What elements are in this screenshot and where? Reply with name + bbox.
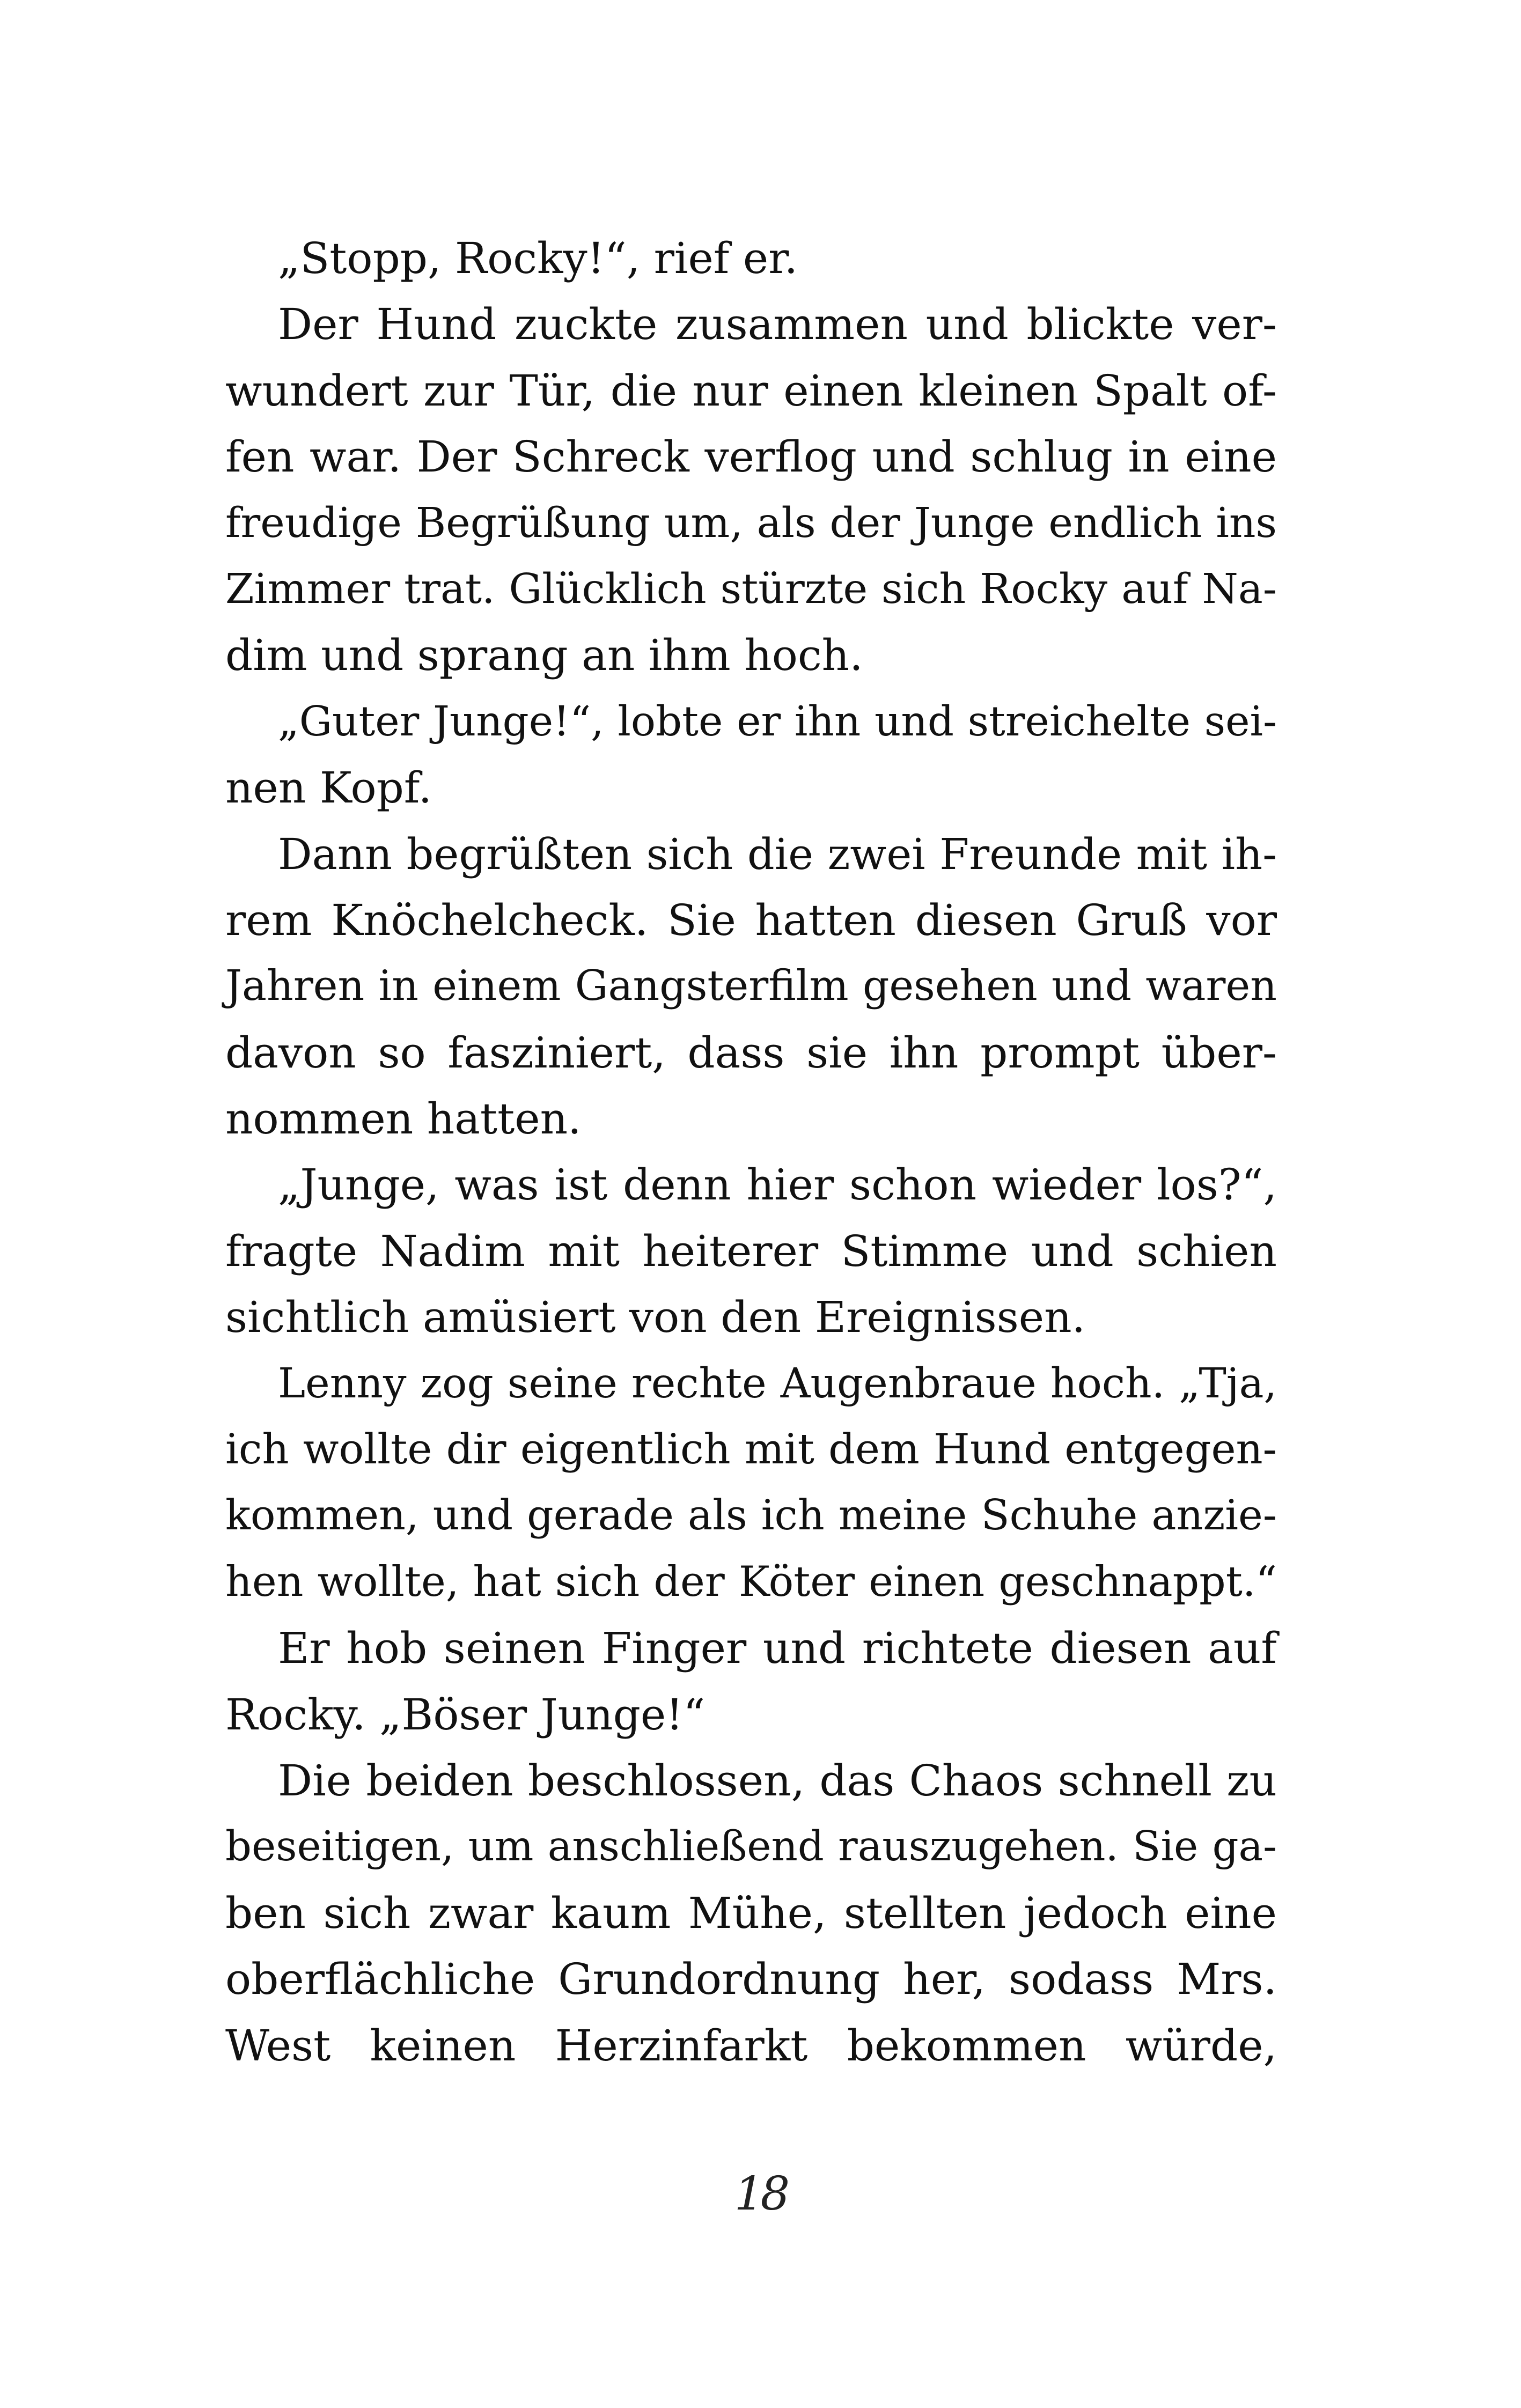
text-line: kommen, und gerade als ich meine Schuhe anzie- <box>225 1491 1277 1540</box>
text-line: hen wollte, hat sich der Köter einen geschnappt.“ <box>225 1557 1277 1606</box>
text-line: davon so fasziniert, dass sie ihn prompt über- <box>225 1027 1277 1078</box>
text-line: dim und sprang an ihm hoch. <box>225 630 863 681</box>
text-line: rem Knöchelcheck. Sie hatten diesen Gruß vor <box>225 895 1277 945</box>
text-line: fragte Nadim mit heiterer Stimme und schien <box>225 1226 1277 1276</box>
text-line: Dann begrüßten sich die zwei Freunde mit ih- <box>278 829 1277 879</box>
text-line: „Junge, was ist denn hier schon wieder los?“, <box>278 1160 1277 1210</box>
text-line: Lenny zog seine rechte Augenbraue hoch. „Tja, <box>278 1359 1277 1408</box>
text-line: beseitigen, um anschließend rauszugehen. Sie ga- <box>225 1823 1277 1871</box>
text-line: West keinen Herzinfarkt bekommen würde, <box>225 2020 1277 2071</box>
text-line: wundert zur Tür, die nur einen kleinen Spalt of- <box>225 365 1277 416</box>
text-line: sichtlich amüsiert von den Ereignissen. <box>225 1292 1086 1343</box>
page-number: 18 <box>734 2167 787 2221</box>
text-line: Der Hund zuckte zusammen und blickte ver- <box>278 299 1277 350</box>
text-line: nommen hatten. <box>225 1094 582 1144</box>
text-line: Zimmer trat. Glücklich stürzte sich Rocky auf Na- <box>225 564 1277 613</box>
text-line: oberflächliche Grundordnung her, sodass Mrs. <box>225 1954 1277 2005</box>
body-text <box>225 225 1277 2079</box>
text-line: Die beiden beschlossen, das Chaos schnell zu <box>278 1755 1277 1806</box>
text-line: Rocky. „Böser Junge!“ <box>225 1689 706 1740</box>
text-line: fen war. Der Schreck verflog und schlug in eine <box>225 432 1277 482</box>
text-line: ben sich zwar kaum Mühe, stellten jedoch eine <box>225 1888 1277 1938</box>
text-line: Er hob seinen Finger und richtete diesen auf <box>278 1623 1277 1674</box>
text-line: nen Kopf. <box>225 763 432 813</box>
text-line: freudige Begrüßung um, als der Junge endlich ins <box>225 499 1277 547</box>
text-line: „Guter Junge!“, lobte er ihn und streichelte sei- <box>278 697 1277 746</box>
text-line: Jahren in einem Gangsterfilm gesehen und waren <box>225 962 1277 1011</box>
text-line: ich wollte dir eigentlich mit dem Hund entgegen- <box>225 1425 1277 1474</box>
text-line: „Stopp, Rocky!“, rief er. <box>278 233 798 283</box>
